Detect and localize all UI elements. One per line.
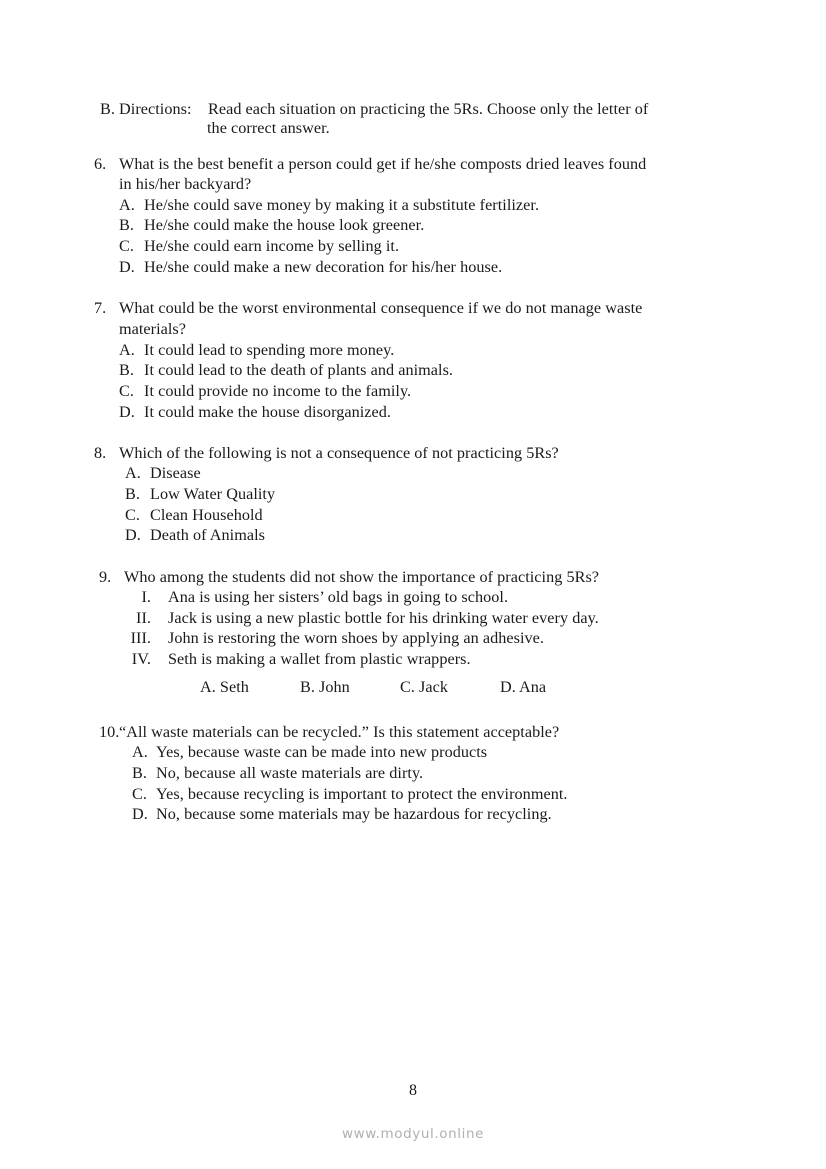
question-text: “All waste materials can be recycled.” Is this statement acceptable? (119, 723, 560, 741)
option-text: No, because some materials may be hazardous for recycling. (156, 805, 552, 823)
option-text: Yes, because waste can be made into new products (156, 743, 488, 761)
option-letter: D. (125, 526, 141, 544)
option-text: Yes, because recycling is important to protect the environment. (156, 785, 568, 803)
option-letter: B. (132, 764, 147, 782)
question-number: 8. (94, 444, 107, 462)
option-letter: A. (119, 196, 135, 214)
option-text: Disease (150, 464, 201, 482)
option-letter: A. (125, 464, 141, 482)
question-text: What could be the worst environmental consequence if we do not manage waste (119, 299, 643, 317)
question-text: Who among the students did not show the importance of practicing 5Rs? (124, 568, 600, 586)
option-text: He/she could make a new decoration for his/her house. (144, 258, 503, 276)
option-letter: C. (119, 382, 134, 400)
statement-text: Seth is making a wallet from plastic wrappers. (168, 650, 471, 668)
option-letter: A. (132, 743, 148, 761)
question-number: 7. (94, 299, 107, 317)
option-letter: B. (125, 485, 140, 503)
statement-numeral: IV. (131, 650, 151, 668)
statement-numeral: I. (141, 588, 151, 606)
option-text: It could make the house disorganized. (144, 403, 391, 421)
question-number: 6. (94, 155, 107, 173)
directions-text-line2: the correct answer. (207, 119, 330, 137)
option-text: Clean Household (150, 506, 263, 524)
option-letter: C. (132, 785, 147, 803)
question-number: 10. (99, 723, 120, 741)
question-text: Which of the following is not a consequence of not practicing 5Rs? (119, 444, 559, 462)
option-text: Low Water Quality (150, 485, 276, 503)
statement-text: John is restoring the worn shoes by applying an adhesive. (168, 629, 544, 647)
option-text: Death of Animals (150, 526, 265, 544)
option-letter: C. (125, 506, 140, 524)
statement-text: Jack is using a new plastic bottle for his drinking water every day. (168, 609, 599, 627)
option-text: It could provide no income to the family. (144, 382, 412, 400)
choice-option: D. Ana (500, 678, 547, 696)
option-letter: B. (119, 361, 134, 379)
choice-option: C. Jack (400, 678, 449, 696)
option-text: He/she could earn income by selling it. (144, 237, 400, 255)
watermark: www.modyul.online (341, 1126, 485, 1142)
question-text: What is the best benefit a person could get if he/she composts dried leaves found (119, 155, 647, 173)
option-letter: D. (132, 805, 148, 823)
question-number: 9. (99, 568, 112, 586)
question-text-cont: in his/her backyard? (119, 175, 252, 193)
option-text: He/she could save money by making it a substitute fertilizer. (144, 196, 540, 214)
option-text: It could lead to spending more money. (144, 341, 395, 359)
choice-option: B. John (300, 678, 350, 696)
option-letter: D. (119, 258, 135, 276)
page-number: 8 (409, 1082, 417, 1099)
choice-option: A. Seth (200, 678, 249, 696)
option-text: It could lead to the death of plants and animals. (144, 361, 454, 379)
statement-numeral: III. (130, 629, 151, 647)
statement-text: Ana is using her sisters’ old bags in going to school. (168, 588, 509, 606)
directions-text-line1: Read each situation on practicing the 5Rs. Choose only the letter of (208, 100, 649, 118)
directions-label: B. Directions: (100, 100, 192, 118)
option-letter: A. (119, 341, 135, 359)
option-letter: C. (119, 237, 134, 255)
option-letter: B. (119, 216, 134, 234)
statement-numeral: II. (136, 609, 151, 627)
option-text: No, because all waste materials are dirty. (156, 764, 424, 782)
option-letter: D. (119, 403, 135, 421)
option-text: He/she could make the house look greener. (144, 216, 425, 234)
question-text-cont: materials? (119, 320, 187, 338)
